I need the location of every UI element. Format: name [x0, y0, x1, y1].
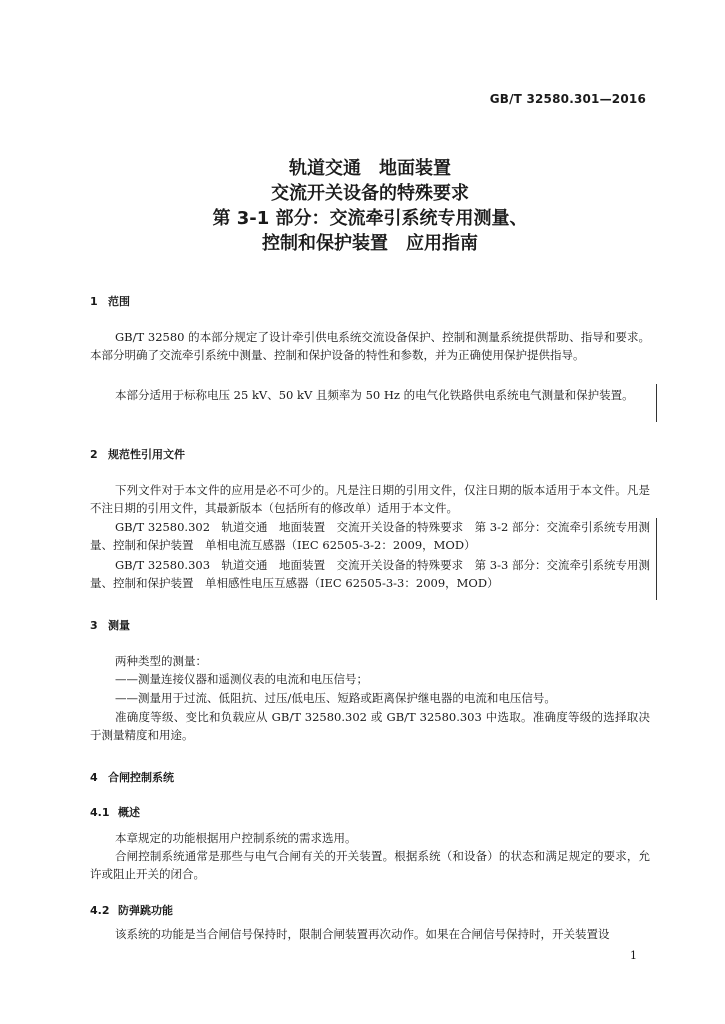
section-title: 防弹跳功能: [118, 904, 173, 917]
section-title: 范围: [108, 295, 130, 308]
title-line-3: 第 3-1 部分：交流牵引系统专用测量、: [212, 208, 528, 229]
section-2-reference-302: GB/T 32580.302 轨道交通 地面装置 交流开关设备的特殊要求 第 3-2 部分：交流牵引系统专用测量、控制和保护装置 单相电流互感器（IEC 62505-3-2：2009，MOD）: [90, 520, 650, 552]
document-title: [90, 156, 650, 256]
section-number: 4.1: [90, 806, 110, 819]
scan-artifact-line: [656, 384, 657, 422]
section-1-paragraph-2: 本部分适用于标称电压 25 kV、50 kV 且频率为 50 Hz 的电气化铁路供电系统电气测量和保护装置。: [115, 388, 634, 402]
title-line-4: 控制和保护装置 应用指南: [262, 233, 478, 254]
standard-code: GB/T 32580.301—2016: [489, 92, 646, 106]
section-title: 合闸控制系统: [108, 771, 174, 784]
section-4-heading: [90, 769, 174, 785]
section-2-heading: [90, 446, 185, 462]
subsection-4-1-heading: [90, 804, 140, 820]
scan-artifact-line: [656, 518, 657, 600]
title-line-2: 交流开关设备的特殊要求: [271, 183, 469, 204]
section-1-heading: [90, 293, 130, 309]
section-1-paragraph-1: GB/T 32580 的本部分规定了设计牵引供电系统交流设备保护、控制和测量系统提供帮助、指导和要求。本部分明确了交流牵引系统中测量、控制和保护设备的特性和参数，并为正确使用保护提供指导。: [90, 330, 650, 362]
section-number: 4: [90, 771, 98, 784]
section-number: 2: [90, 448, 98, 461]
section-title: 测量: [108, 619, 130, 632]
subsection-4-2-paragraph-1: 该系统的功能是当合闸信号保持时，限制合闸装置再次动作。如果在合闸信号保持时，开关装置设: [115, 927, 610, 941]
section-3-paragraph-1: 两种类型的测量：: [115, 654, 207, 668]
section-title: 概述: [118, 806, 140, 819]
section-3-heading: [90, 617, 130, 633]
subsection-4-1-paragraph-1: 本章规定的功能根据用户控制系统的需求选用。: [115, 831, 357, 845]
section-number: 4.2: [90, 904, 110, 917]
section-3-paragraph-2: 准确度等级、变比和负载应从 GB/T 32580.302 或 GB/T 32580.303 中选取。准确度等级的选择取决于测量精度和用途。: [90, 710, 650, 742]
title-line-1: 轨道交通 地面装置: [289, 158, 451, 179]
section-3-list-item-1: ——测量连接仪器和遥测仪表的电流和电压信号；: [115, 672, 368, 686]
section-number: 3: [90, 619, 98, 632]
section-3-list-item-2: ——测量用于过流、低阻抗、过压/低电压、短路或距离保护继电器的电流和电压信号。: [115, 691, 556, 705]
subsection-4-2-heading: [90, 902, 173, 918]
subsection-4-1-paragraph-2: 合闸控制系统通常是那些与电气合闸有关的开关装置。根据系统（和设备）的状态和满足规定的要求，允许或阻止开关的闭合。: [90, 849, 650, 881]
section-2-paragraph-1: 下列文件对于本文件的应用是必不可少的。凡是注日期的引用文件，仅注日期的版本适用于本文件。凡是不注日期的引用文件，其最新版本（包括所有的修改单）适用于本文件。: [90, 483, 650, 515]
section-number: 1: [90, 295, 98, 308]
section-title: 规范性引用文件: [108, 448, 185, 461]
page-number: 1: [630, 949, 637, 962]
section-2-reference-303: GB/T 32580.303 轨道交通 地面装置 交流开关设备的特殊要求 第 3-3 部分：交流牵引系统专用测量、控制和保护装置 单相感性电压互感器（IEC 62505-3-3：2009，MOD）: [90, 558, 650, 590]
